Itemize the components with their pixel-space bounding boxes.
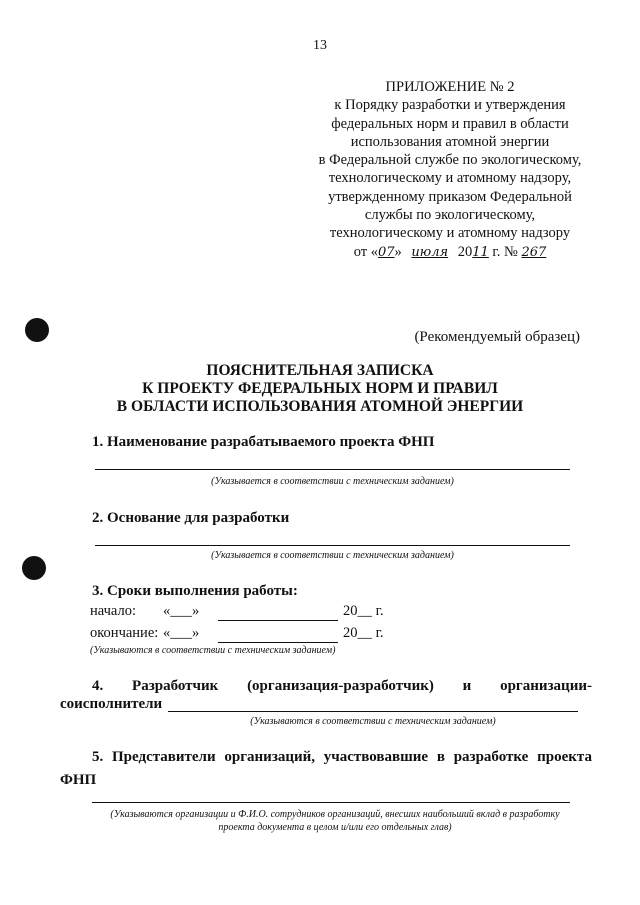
heading-word: организаций, bbox=[224, 749, 316, 765]
end-day-field[interactable]: «___» bbox=[163, 625, 200, 641]
heading-word: 4. bbox=[92, 678, 104, 694]
date-prefix: от « bbox=[353, 243, 378, 260]
order-date-line bbox=[300, 243, 600, 262]
heading-word: разработке bbox=[453, 749, 529, 765]
date-year: 11 bbox=[472, 244, 489, 260]
section-5-hint bbox=[80, 808, 590, 834]
title-line: В ОБЛАСТИ ИСПОЛЬЗОВАНИЯ АТОМНОЙ ЭНЕРГИИ bbox=[116, 398, 524, 415]
title-line: К ПРОЕКТУ ФЕДЕРАЛЬНЫХ НОРМ И ПРАВИЛ bbox=[142, 380, 498, 397]
hint-line: (Указываются организации и Ф.И.О. сотрудников организаций, внесших наибольший вклад в разработку bbox=[110, 809, 560, 820]
heading-word: 5. bbox=[92, 749, 104, 765]
section-5-heading-line2: ФНП bbox=[60, 772, 97, 788]
section-1-fill-line[interactable] bbox=[95, 469, 570, 470]
section-2-hint: (Указывается в соответствии с техническим заданием) bbox=[211, 550, 454, 561]
section-3-hint: (Указываются в соответствии с техническим заданием) bbox=[90, 645, 336, 656]
section-5-fill-line[interactable] bbox=[92, 802, 570, 803]
date-day: 07 bbox=[378, 244, 395, 260]
heading-word: участвовавшие bbox=[323, 749, 429, 765]
appendix-line: в Федеральной службе по экологическому, bbox=[318, 152, 582, 169]
document-title bbox=[0, 362, 640, 416]
punch-hole bbox=[22, 556, 46, 580]
start-day-field[interactable]: «___» bbox=[163, 603, 200, 619]
appendix-line: использования атомной энергии bbox=[350, 133, 550, 150]
date-year-suffix: г. № bbox=[488, 243, 522, 260]
appendix-header bbox=[300, 78, 600, 262]
end-label: окончание: bbox=[90, 625, 159, 641]
section-4-fill-line[interactable] bbox=[168, 711, 578, 712]
page-number: 13 bbox=[313, 38, 327, 53]
punch-hole bbox=[25, 318, 49, 342]
start-month-field[interactable] bbox=[218, 620, 338, 621]
appendix-line: технологическому и атомному надзору bbox=[329, 225, 571, 242]
start-year-field[interactable]: 20__ г. bbox=[343, 603, 384, 619]
section-4-hint: (Указываются в соответствии с техническим заданием) bbox=[250, 716, 496, 727]
start-label: начало: bbox=[90, 603, 136, 619]
end-year-field[interactable]: 20__ г. bbox=[343, 625, 384, 641]
heading-word: Разработчик bbox=[132, 678, 219, 694]
appendix-line: службы по экологическому, bbox=[364, 207, 536, 224]
section-2-fill-line[interactable] bbox=[95, 545, 570, 546]
date-mid: » bbox=[394, 243, 406, 260]
title-line: ПОЯСНИТЕЛЬНАЯ ЗАПИСКА bbox=[206, 362, 434, 379]
heading-word: организации- bbox=[500, 678, 592, 694]
hint-line: проекта документа в целом и/или его отдельных глав) bbox=[218, 822, 452, 833]
heading-word: (организация-разработчик) bbox=[247, 678, 434, 694]
appendix-line: технологическому и атомному надзору, bbox=[328, 170, 572, 187]
section-1-heading: 1. Наименование разрабатываемого проекта ФНП bbox=[92, 434, 435, 450]
order-number: 267 bbox=[521, 244, 547, 260]
end-month-field[interactable] bbox=[218, 642, 338, 643]
date-year-prefix: 20 bbox=[454, 243, 473, 260]
appendix-line: к Порядку разработки и утверждения bbox=[334, 97, 566, 114]
appendix-line: федеральных норм и правил в области bbox=[331, 115, 569, 132]
section-4-heading-line2: соисполнители bbox=[60, 696, 163, 712]
appendix-line: утвержденному приказом Федеральной bbox=[328, 188, 572, 205]
heading-word: Представители bbox=[112, 749, 216, 765]
heading-word: в bbox=[436, 749, 445, 765]
appendix-title: ПРИЛОЖЕНИЕ № 2 bbox=[385, 79, 515, 95]
heading-word: проекта bbox=[537, 749, 592, 765]
heading-word: и bbox=[462, 678, 472, 694]
section-4-heading bbox=[92, 678, 592, 695]
date-month: июля bbox=[411, 244, 449, 260]
section-3-heading: 3. Сроки выполнения работы: bbox=[92, 583, 298, 599]
section-1-hint: (Указывается в соответствии с техническим заданием) bbox=[211, 476, 454, 487]
section-2-heading: 2. Основание для разработки bbox=[92, 510, 290, 526]
section-5-heading bbox=[92, 749, 592, 766]
recommended-sample-label: (Рекомендуемый образец) bbox=[414, 329, 580, 345]
